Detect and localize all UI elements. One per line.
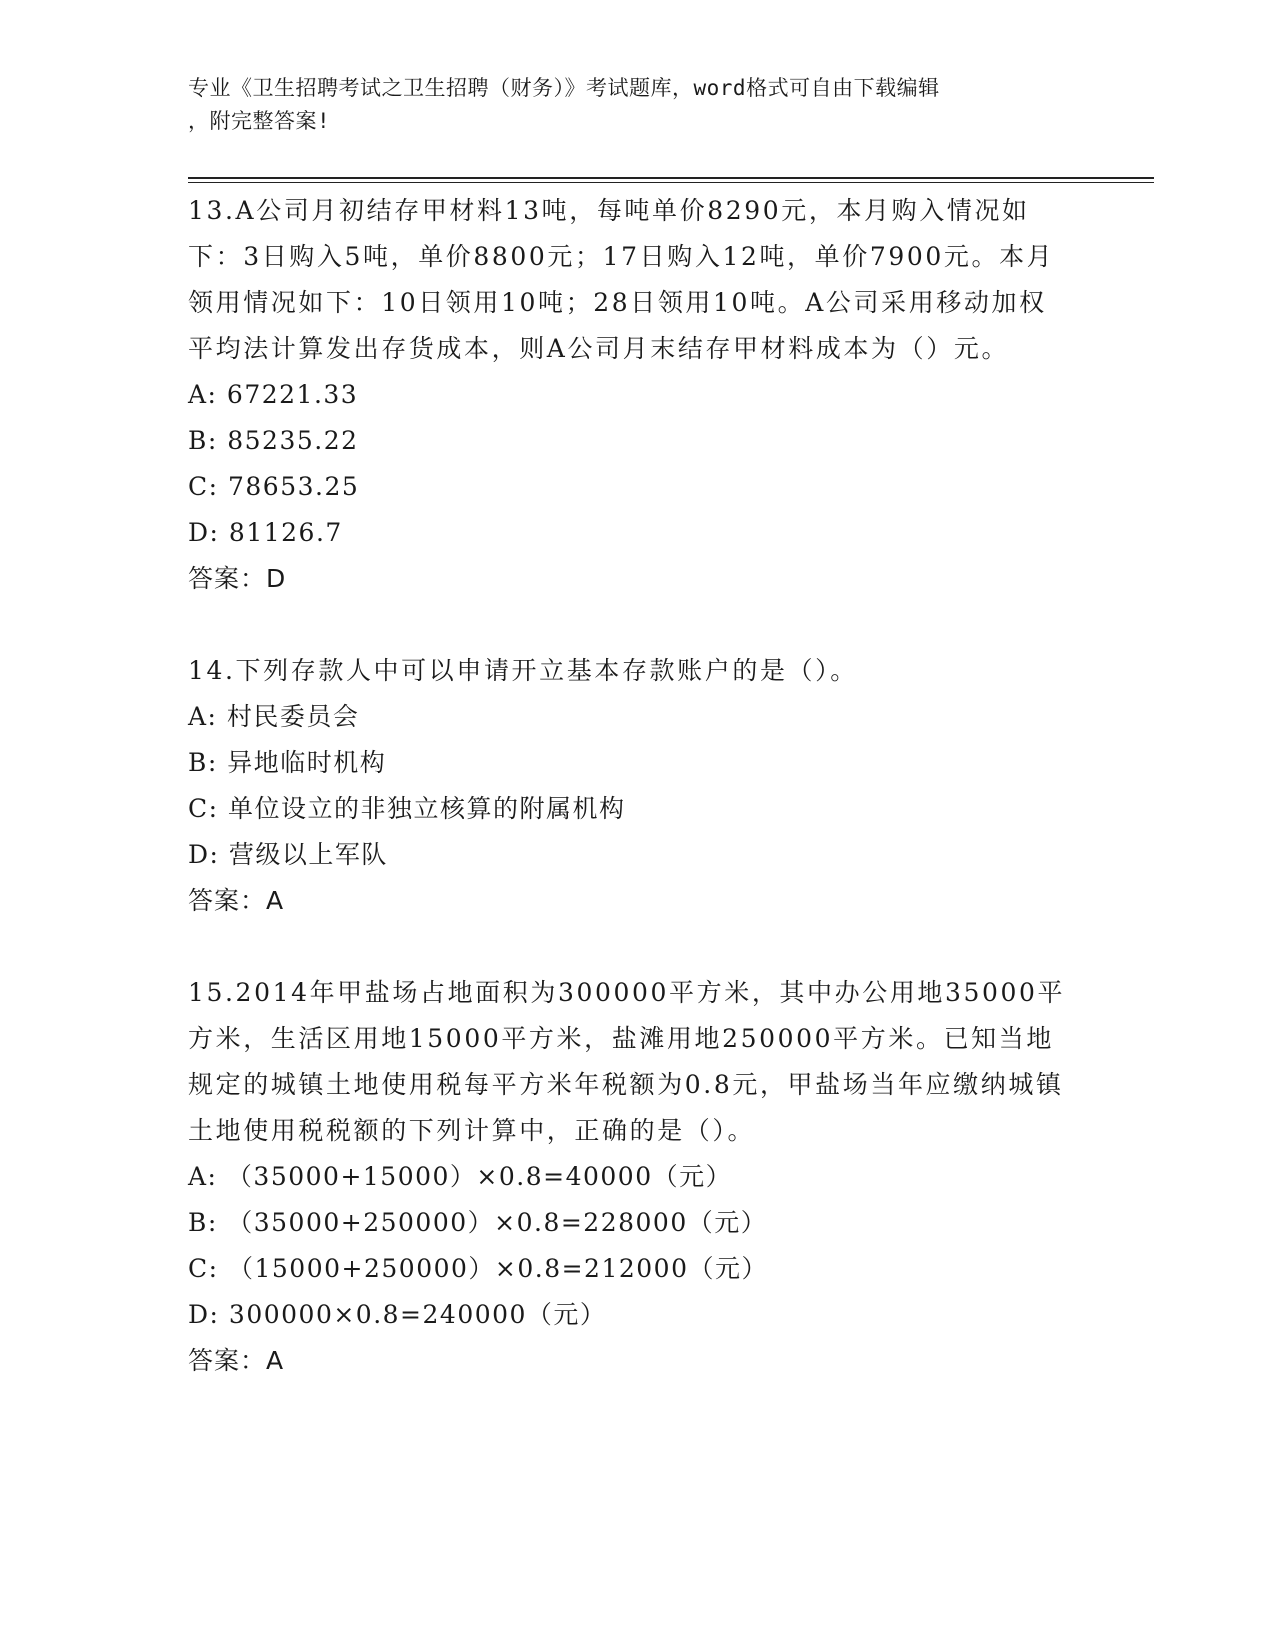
question-14 [188,648,1068,924]
option-c: C: 78653.25 [188,472,360,501]
header-line-2: ，附完整答案! [188,109,331,133]
option-c: C: （15000+250000）×0.8=212000（元） [188,1254,768,1283]
question-stem: 15.2014年甲盐场占地面积为300000平方米，其中办公用地35000平方米，生活区用地15000平方米，盐滩用地250000平方米。已知当地规定的城镇土地使用税每平方米年税额为0.8元，甲盐场当年应缴纳城镇土地使用税税额的下列计算中，正确的是（）。 [188,978,1066,1145]
question-15 [188,970,1068,1384]
question-13 [188,188,1068,602]
spacer [188,602,1068,648]
question-stem: 13.A公司月初结存甲材料13吨，每吨单价8290元，本月购入情况如下：3日购入5吨，单价8800元；17日购入12吨，单价7900元。本月领用情况如下：10日领用10吨；28日领用10吨。A公司采用移动加权平均法计算发出存货成本，则A公司月末结存甲材料成本为（）元。 [188,196,1055,363]
answer-line: 答案：A [188,1346,285,1375]
option-d: D: 81126.7 [188,518,343,547]
option-b: B: （35000+250000）×0.8=228000（元） [188,1208,768,1237]
option-b: B: 85235.22 [188,426,359,455]
option-a: A: 村民委员会 [188,702,360,731]
document-header [188,72,1068,138]
option-c: C: 单位设立的非独立核算的附属机构 [188,794,626,823]
option-d: D: 300000×0.8=240000（元） [188,1300,607,1329]
question-list [188,188,1068,1384]
answer-line: 答案：D [188,564,287,593]
option-d: D: 营级以上军队 [188,840,388,869]
option-a: A: （35000+15000）×0.8=40000（元） [188,1162,733,1191]
option-a: A: 67221.33 [188,380,359,409]
header-divider-thin [188,182,1154,183]
header-line-1: 专业《卫生招聘考试之卫生招聘（财务）》考试题库，word格式可自由下载编辑 [188,76,940,100]
header-divider-thick [188,177,1154,179]
question-stem: 14.下列存款人中可以申请开立基本存款账户的是（）。 [188,656,858,685]
spacer [188,924,1068,970]
answer-line: 答案：A [188,886,285,915]
option-b: B: 异地临时机构 [188,748,387,777]
